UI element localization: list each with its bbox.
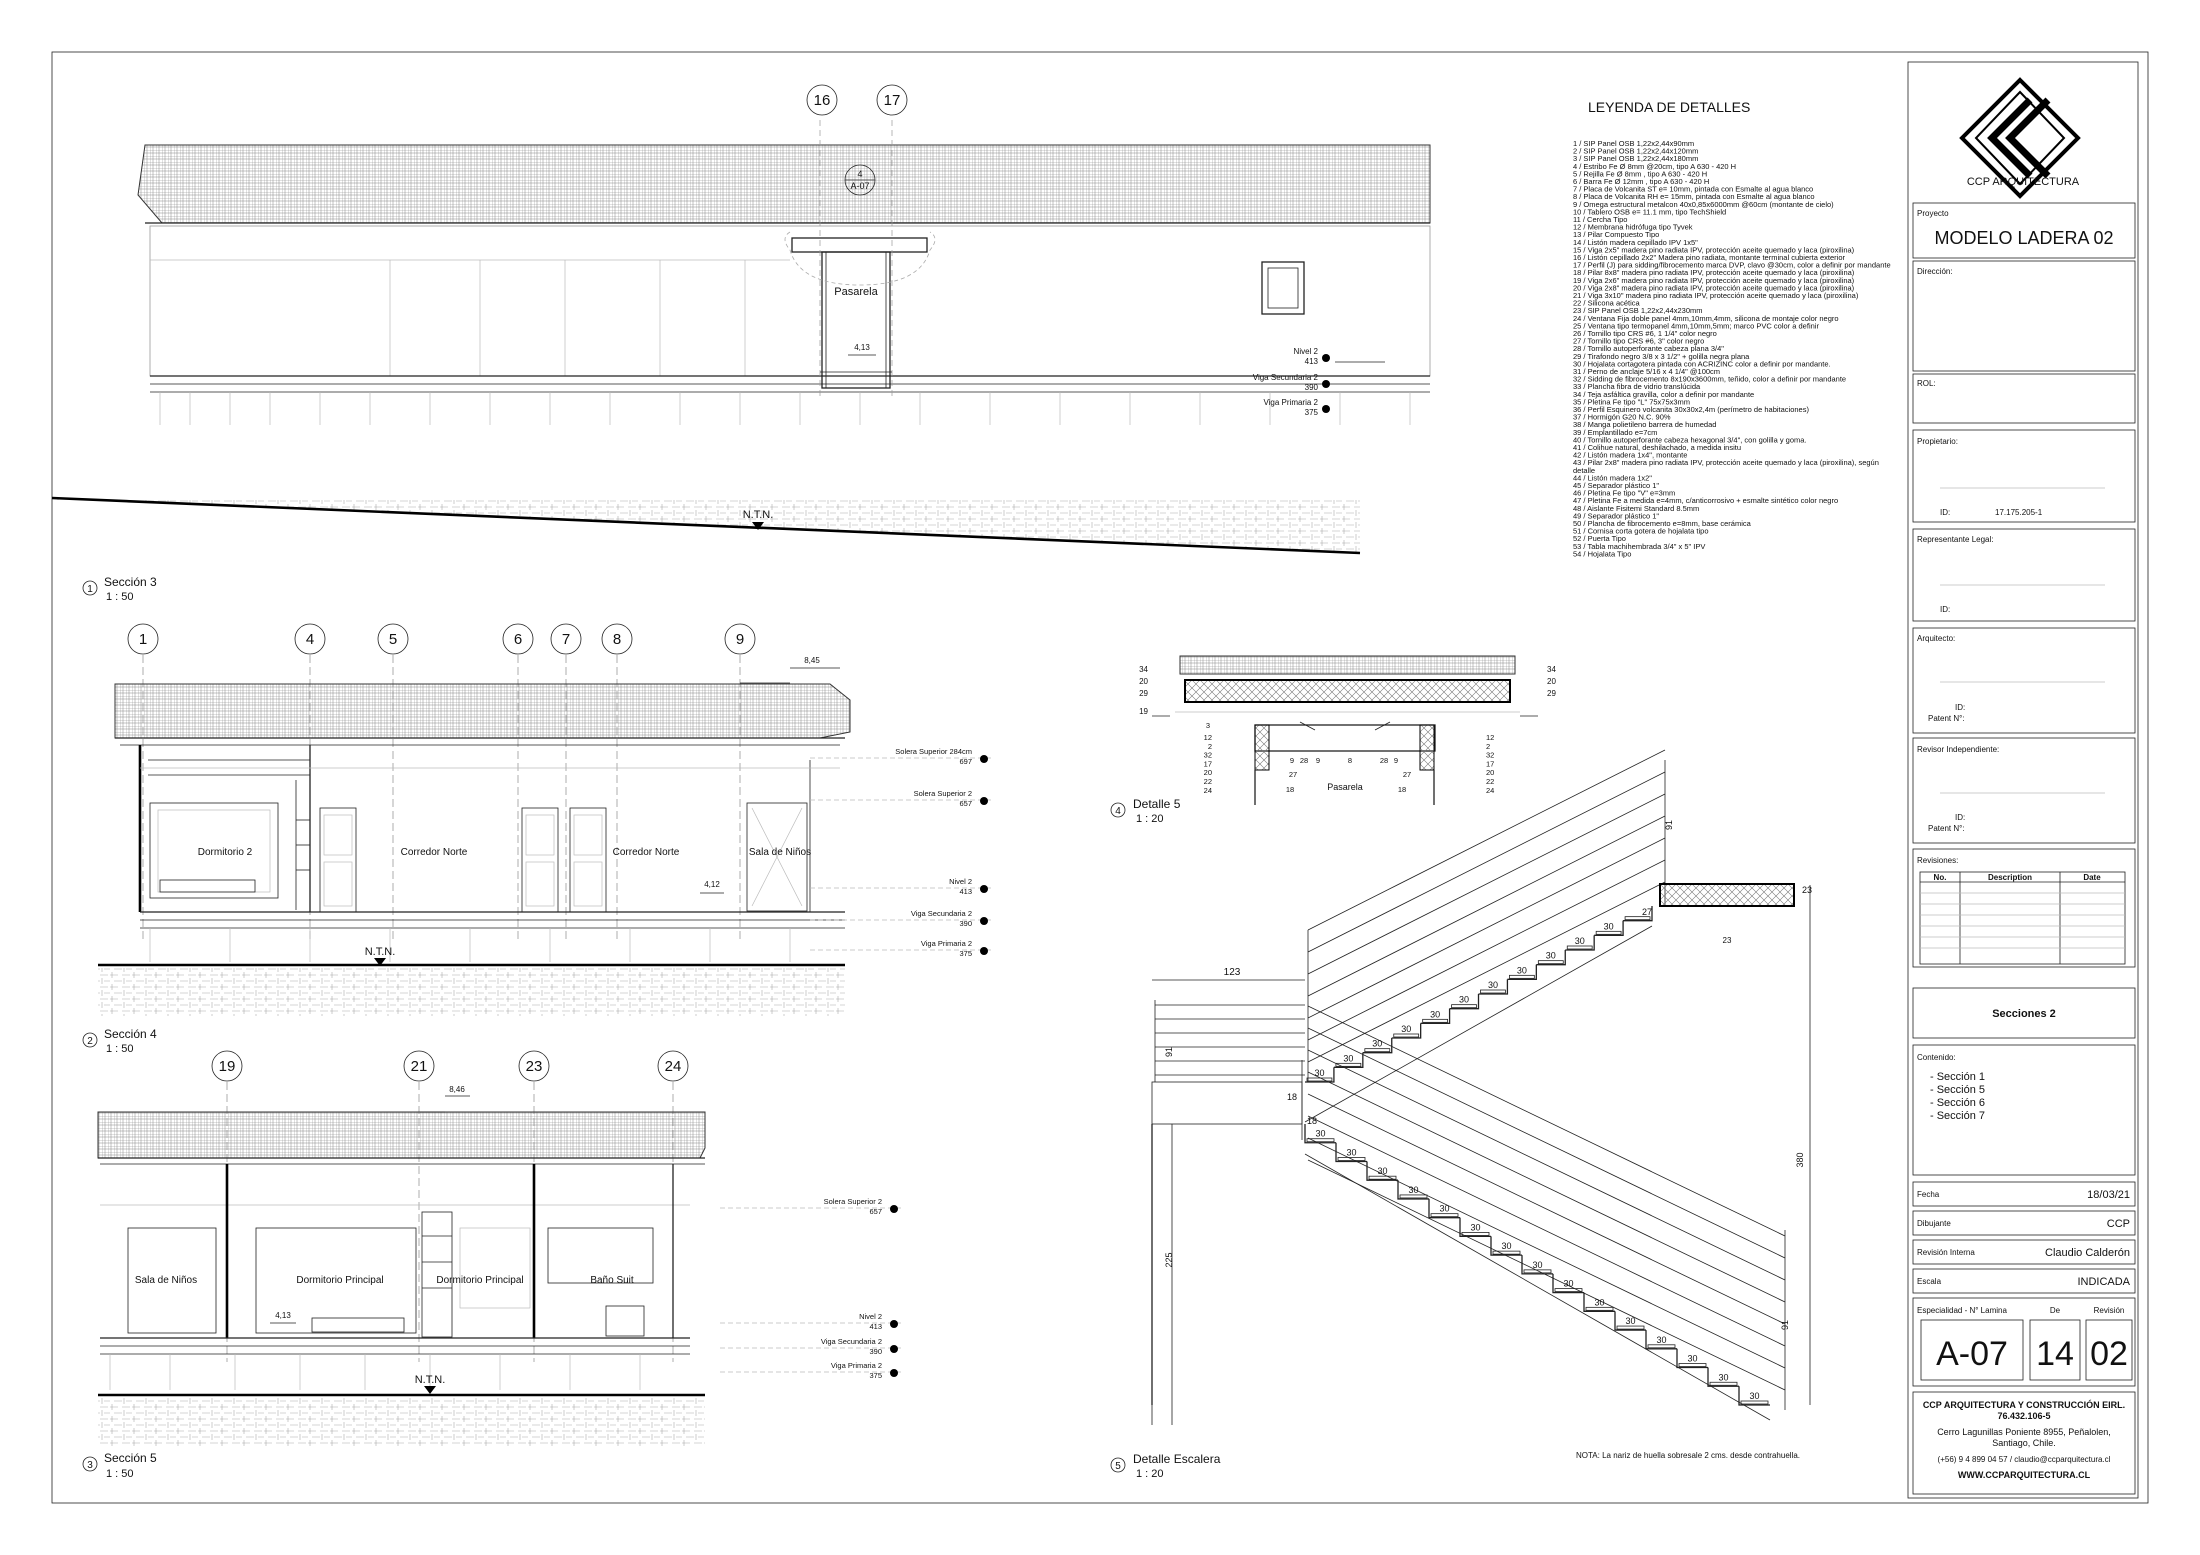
- revision-label: Revisión: [2093, 1306, 2125, 1315]
- level-marker-icon: [980, 917, 988, 925]
- stair-handrails: [1155, 750, 1785, 1410]
- internal-review-label: Revisión Interna: [1917, 1248, 1975, 1257]
- tread-dimension: 30: [1625, 1316, 1636, 1327]
- level-value: 375: [1304, 408, 1318, 417]
- callout-sheet: A-07: [850, 181, 870, 191]
- contents-item: - Sección 7: [1930, 1110, 1986, 1122]
- detail-label: 20: [1203, 768, 1212, 778]
- legend-item: 36 / Perfil Esquinero volcanita 30x30x2,4m (perímetro de habitaciones): [1573, 405, 1809, 414]
- grid-label: 5: [388, 631, 398, 648]
- tread-dimension: 30: [1470, 1222, 1481, 1233]
- tread-dimension: 30: [1315, 1128, 1326, 1139]
- rol-label: ROL:: [1917, 379, 1936, 388]
- tread-dimension: 30: [1377, 1166, 1388, 1177]
- company-web: WWW.CCPARQUITECTURA.CL: [1957, 1470, 2091, 1480]
- tread-dimension: 30: [1545, 950, 1556, 961]
- section-4-levels: [810, 747, 992, 958]
- legend-item: 13 / Pilar Compuesto Tipo: [1573, 230, 1660, 240]
- legend-item: 20 / Viga 2x8" madera pino radiata IPV, protección aceite quemado y laca (piroxilina): [1573, 283, 1855, 293]
- stair-note: NOTA: La nariz de huella sobresale 2 cms. desde contrahuella.: [1576, 1451, 1800, 1460]
- grid-label: 23: [525, 1058, 543, 1075]
- grid-label: 19: [218, 1058, 236, 1075]
- drawer-label: Dibujante: [1917, 1219, 1951, 1228]
- legend-item: 28 / Tornillo autoperforante cabeza plana 3/4": [1573, 344, 1724, 354]
- dimension-text: 91: [1164, 1046, 1174, 1058]
- level-value: 390: [1304, 383, 1318, 392]
- detail-label: 9: [1289, 756, 1295, 765]
- tread-dimension: 30: [1594, 1297, 1605, 1308]
- section-5-levels: [720, 1197, 902, 1380]
- detail-label: 34: [1139, 665, 1148, 674]
- contents-item: - Sección 1: [1930, 1071, 1986, 1083]
- level-marker-icon: [980, 885, 988, 893]
- legend-item: 33 / Plancha fibra de vidrio translúcida: [1573, 382, 1701, 392]
- tread-dimension: 30: [1372, 1038, 1383, 1049]
- level-name: Viga Primaria 2: [1263, 398, 1318, 407]
- legend-item: 16 / Listón cepillado 2x2" Madera pino radiata, montante terminal cubierta exterior: [1573, 253, 1845, 262]
- legend-item: 35 / Pletina Fe tipo "L" 75x75x3mm: [1573, 397, 1691, 407]
- level-value: 413: [869, 1322, 882, 1331]
- section-4-view: [83, 624, 992, 1055]
- view-scale: 1 : 50: [106, 591, 134, 603]
- legend-items: [1573, 139, 1891, 558]
- door: [570, 808, 606, 912]
- view-scale: 1 : 50: [106, 1468, 134, 1480]
- legend-item: 19 / Viga 2x6" madera pino radiata IPV, protección aceite quemado y laca (piroxilina): [1573, 275, 1855, 285]
- legend-item: 52 / Puerta Tipo: [1573, 534, 1626, 544]
- legend-item: 45 / Separador plástico 1": [1573, 481, 1660, 490]
- level-marker-icon: [890, 1345, 898, 1353]
- level-marker-icon: [980, 797, 988, 805]
- tread-dimension: 30: [1574, 936, 1585, 946]
- tread-dimension: 30: [1401, 1024, 1412, 1034]
- grid-label: 17: [883, 92, 901, 109]
- tread-dimension: 30: [1501, 1241, 1512, 1252]
- legend-item: 30 / Hojalata cortagotera pintada con ACRIZINC color a definir por mandante.: [1573, 359, 1831, 369]
- detail-label: 18: [1397, 785, 1407, 794]
- tread-dimension: 30: [1603, 921, 1614, 932]
- dimension-text: 23: [1802, 885, 1813, 895]
- grid-label: 24: [664, 1058, 682, 1075]
- room-label: Pasarela: [834, 286, 878, 298]
- level-value: 413: [1304, 357, 1318, 366]
- door: [320, 808, 356, 912]
- legend-item: 47 / Pletina Fe a medida e=4mm, c/anticorrosivo + esmalte sintético color negro: [1573, 496, 1839, 506]
- legend-item: 29 / Tirafondo negro 3/8 x 3 1/2" + golilla negra plana: [1573, 351, 1750, 361]
- rev-col-header: Date: [2083, 873, 2101, 882]
- sheet-total: 14: [2036, 1335, 2074, 1373]
- level-name: Viga Secundaria 2: [820, 1337, 882, 1346]
- address-label: Dirección:: [1917, 267, 1953, 276]
- legend-item: 12 / Membrana hidrófuga tipo Tyvek: [1573, 222, 1693, 232]
- legend-item: 3 / SIP Panel OSB 1,22x2,44x180mm: [1573, 154, 1699, 164]
- bathtub: [606, 1306, 644, 1336]
- legend-item: 31 / Perno de anclaje 5/16 x 4 1/4" @100cm: [1573, 367, 1721, 376]
- detail-label: 28: [1299, 756, 1309, 765]
- detail-5-view: [1111, 656, 1556, 825]
- detail-label: 19: [1139, 707, 1148, 716]
- room-label: Baño Suit: [590, 1275, 634, 1286]
- date-label: Fecha: [1917, 1190, 1940, 1199]
- detail-label: 32: [1203, 750, 1212, 760]
- legend-item: 46 / Pletina Fe tipo "V" e=3mm: [1573, 488, 1676, 498]
- legend-item: 32 / Sidding de fibrocemento 8x190x3600mm, teñido, color a definir por mandante: [1573, 374, 1847, 384]
- view-title: Sección 4: [104, 1027, 157, 1041]
- detail-label: 28: [1379, 756, 1389, 765]
- tread-dimension: 30: [1459, 994, 1470, 1005]
- grid-label: 1: [138, 631, 148, 648]
- legal-rep-id-label: ID:: [1940, 605, 1951, 614]
- tread-dimension: 30: [1718, 1372, 1729, 1383]
- tread-dimension: 30: [1532, 1259, 1543, 1270]
- bed: [160, 880, 255, 892]
- level-marker-icon: [1322, 380, 1330, 388]
- project-label: Proyecto: [1917, 209, 1949, 218]
- legend-item: 44 / Listón madera 1x2": [1573, 473, 1652, 483]
- level-name: Solera Superior 2: [913, 789, 972, 798]
- legend-item: 25 / Ventana tipo termopanel 4mm,10mm,5mm; marco PVC color a definir: [1573, 321, 1819, 331]
- legend-item: 42 / Listón madera 1x4", montante: [1573, 450, 1688, 460]
- tread-dimension: 30: [1563, 1278, 1574, 1289]
- view-scale: 1 : 50: [106, 1043, 134, 1055]
- room-label: Dormitorio Principal: [296, 1275, 384, 1286]
- detail-label: 20: [1486, 768, 1495, 778]
- architect-label: Arquitecto:: [1917, 634, 1956, 643]
- legend-item: 23 / SIP Panel OSB 1,22x2,44x230mm: [1573, 306, 1703, 316]
- tread-dimension: 30: [1516, 965, 1527, 976]
- tread-dimension: 30: [1687, 1353, 1698, 1364]
- company-rut: 76.432.106-5: [1997, 1411, 2051, 1421]
- detail-label: 9: [1393, 756, 1399, 765]
- dimension-text: 4,13: [275, 1311, 291, 1320]
- tread-dimension: 30: [1430, 1009, 1441, 1020]
- ccp-logo: [1962, 80, 2080, 196]
- level-value: 657: [959, 799, 972, 808]
- section-5-grid-bubbles: [212, 1051, 688, 1081]
- mid-landing: [1152, 1082, 1302, 1124]
- legend-item: 24 / Ventana Fija doble panel 4mm,10mm,4mm, silicona de montaje color negro: [1573, 313, 1839, 323]
- legend-title: LEYENDA DE DETALLES: [1588, 99, 1751, 115]
- tread-dimension: 30: [1656, 1334, 1667, 1345]
- sheet-number: A-07: [1936, 1335, 2008, 1373]
- room-label: Corredor Norte: [400, 847, 468, 858]
- legend-item: 18 / Pilar 8x8" madera pino radiata IPV, protección aceite quemado y laca (piroxilina): [1573, 268, 1855, 278]
- detail-label: 24: [1486, 785, 1495, 795]
- contents-item: - Sección 6: [1930, 1097, 1986, 1109]
- revisions-label: Revisiones:: [1917, 856, 1959, 865]
- level-name: Nivel 2: [1293, 347, 1318, 356]
- level-value: 375: [959, 949, 972, 958]
- level-marker-icon: [890, 1320, 898, 1328]
- dimension-text: 225: [1164, 1252, 1174, 1268]
- dimension-text: 91: [1664, 819, 1674, 831]
- owner-id: 17.175.205-1: [1995, 508, 2043, 517]
- level-name: Viga Secundaria 2: [1252, 373, 1318, 382]
- legend-item: 37 / Hormigón G20 N.C. 90%: [1573, 412, 1671, 422]
- grid-label: 4: [305, 631, 315, 648]
- legend-item: 41 / Colihue natural, deshilachado, a medida insitu: [1573, 443, 1742, 452]
- details-legend: [1573, 99, 1891, 558]
- detail-label: 27: [1288, 770, 1298, 779]
- legend-item: 49 / Separador plástico 1": [1573, 511, 1660, 521]
- detail-label: 27: [1402, 770, 1412, 779]
- detail-label: 20: [1139, 677, 1148, 686]
- section-5-view: [83, 1051, 902, 1480]
- callout-number: 4: [857, 169, 863, 179]
- detail-label: 17: [1203, 759, 1212, 769]
- level-name: Viga Primaria 2: [920, 939, 972, 948]
- detail-label: 12: [1486, 733, 1495, 742]
- detail-label: 3: [1205, 721, 1211, 730]
- grid-label: 16: [813, 92, 831, 109]
- dimension-text: 8,46: [449, 1085, 465, 1094]
- legend-item: 53 / Tabla machihembrada 3/4" x 5" IPV: [1573, 541, 1706, 551]
- legend-item: 22 / Silicona acética: [1573, 298, 1640, 308]
- room-label: Dormitorio Principal: [436, 1275, 524, 1286]
- tread-dimension: 30: [1346, 1147, 1357, 1158]
- legend-item: 9 / Omega estructural metalcon 40x0,85x6000mm @60cm (montante de cielo): [1573, 199, 1834, 209]
- view-number: 2: [87, 1036, 93, 1047]
- dimension-text: 8,45: [804, 656, 820, 665]
- detail-label: 17: [1486, 759, 1495, 769]
- room-label: Sala de Niños: [748, 847, 812, 858]
- room-label: Dormitorio 2: [197, 847, 253, 858]
- legend-item: 54 / Hojalata Tipo: [1573, 549, 1632, 559]
- scale-label: Escala: [1917, 1277, 1942, 1286]
- view-number: 5: [1115, 1461, 1121, 1472]
- room-label: Corredor Norte: [612, 847, 680, 858]
- legend-item: 2 / SIP Panel OSB 1,22x2,44x120mm: [1573, 146, 1699, 156]
- level-value: 413: [959, 887, 972, 896]
- date-value: 18/03/21: [2087, 1189, 2130, 1201]
- view-title: Sección 3: [104, 575, 157, 589]
- level-marker-icon: [1322, 405, 1330, 413]
- architect-patent-label: Patent N°:: [1928, 714, 1965, 723]
- specialty-label: Especialidad - N° Lamina: [1917, 1306, 2007, 1315]
- legend-item: 8 / Placa de Volcanita RH e= 15mm, pintada con Esmalte al agua blanco: [1573, 192, 1815, 202]
- detail-label: 32: [1486, 750, 1495, 760]
- grid-label: 8: [612, 631, 622, 648]
- room-label: Sala de Niños: [134, 1275, 198, 1286]
- grid-label: 21: [410, 1058, 428, 1075]
- view-title: Detalle 5: [1133, 797, 1181, 811]
- view-number: 3: [87, 1460, 93, 1471]
- legend-item: 10 / Tablero OSB e= 11.1 mm, tipo TechShield: [1573, 207, 1727, 217]
- level-name: Viga Primaria 2: [830, 1361, 882, 1370]
- stair-detail-view: [1111, 750, 1812, 1480]
- level-marker-icon: [890, 1369, 898, 1377]
- detail-label: 12: [1203, 733, 1212, 742]
- level-value: 390: [869, 1347, 882, 1356]
- legend-item: 5 / Rejilla Fe Ø 8mm , tipo A 630 - 420 H: [1573, 169, 1708, 179]
- reviewer-label: Revisor Independiente:: [1917, 745, 2000, 754]
- legend-item: 6 / Barra Fe Ø 12mm , tipo A 630 - 420 H: [1573, 177, 1710, 186]
- level-value: 375: [869, 1371, 882, 1380]
- riser-dimension: 18: [1306, 1116, 1318, 1126]
- detail-label: 18: [1285, 785, 1295, 794]
- dimension-text: 23: [1722, 936, 1732, 945]
- level-value: 697: [959, 757, 972, 766]
- internal-review-value: Claudio Calderón: [2045, 1247, 2130, 1259]
- legend-item: 21 / Viga 3x10" madera pino radiata IPV, protección aceite quemado y laca (piroxilina): [1573, 291, 1859, 300]
- tread-dimension: 30: [1749, 1391, 1760, 1401]
- view-number: 1: [87, 584, 93, 595]
- legend-item: 48 / Aislante Fisitemi Standard 8.5mm: [1573, 503, 1700, 513]
- detail-label: 24: [1203, 785, 1212, 795]
- level-name: Nivel 2: [859, 1312, 882, 1321]
- scale-value: INDICADA: [2077, 1276, 2130, 1288]
- legend-item: 11 / Cercha Tipo: [1573, 215, 1628, 224]
- tread-dimension: 30: [1343, 1053, 1354, 1064]
- dimension-text: 380: [1795, 1152, 1805, 1168]
- dimension-text: 27: [1642, 907, 1653, 917]
- company-address: Cerro Lagunillas Poniente 8955, Peñalolen,: [1937, 1427, 2111, 1437]
- contents-item: - Sección 5: [1930, 1084, 1986, 1096]
- dimension-text: 123: [1223, 967, 1241, 978]
- legend-item: 27 / Tornillo tipo CRS #6, 3" color negro: [1573, 336, 1705, 346]
- dimension-text: 91: [1780, 1319, 1790, 1331]
- legal-rep-label: Representante Legal:: [1917, 535, 1994, 544]
- pasarela-canopy: [792, 238, 927, 252]
- section-4-grid-bubbles: [128, 624, 755, 654]
- legend-item: 15 / Viga 2x5" madera pino radiata IPV, protección aceite quemado y laca (piroxilina): [1573, 245, 1855, 255]
- section-3-view: [52, 85, 1430, 603]
- legend-item: 50 / Plancha de fibrocemento e=8mm, base cerámica: [1573, 519, 1751, 528]
- detail-label: 34: [1547, 665, 1556, 674]
- view-number: 4: [1115, 806, 1121, 817]
- bed: [312, 1318, 404, 1332]
- rev-col-header: Description: [1987, 873, 2033, 882]
- legend-item: 14 / Listón madera cepillado IPV 1x5": [1573, 237, 1698, 247]
- dimension-text: 4,12: [704, 880, 720, 889]
- level-name: Solera Superior 284cm: [895, 747, 972, 756]
- legend-item: 26 / Tornillo tipo CRS #6, 1 1/4" color negro: [1573, 329, 1717, 338]
- of-label: De: [2049, 1306, 2061, 1315]
- legend-item: 1 / SIP Panel OSB 1,22x2,44x90mm: [1573, 139, 1695, 148]
- reviewer-patent-label: Patent N°:: [1928, 824, 1965, 833]
- level-marker-icon: [980, 755, 988, 763]
- company-contact: (+56) 9 4 899 04 57 / claudio@ccparquitectura.cl: [1937, 1455, 2111, 1464]
- logo-text: CCP ARQUITECTURA: [1966, 176, 2080, 188]
- view-title: Sección 5: [104, 1451, 157, 1465]
- dimension-text: 4,13: [854, 343, 870, 352]
- legend-item: 43 / Pilar 2x8" madera pino radiata IPV, protección aceite quemado y laca (piroxilina), según: [1573, 458, 1879, 468]
- level-marker-icon: [890, 1205, 898, 1213]
- owner-id-label: ID:: [1940, 508, 1951, 517]
- architect-id-label: ID:: [1955, 703, 1966, 712]
- level-name: Nivel 2: [949, 877, 972, 886]
- level-name: Viga Secundaria 2: [910, 909, 972, 918]
- drawer-value: CCP: [2106, 1218, 2130, 1230]
- detail-label: 9: [1315, 756, 1321, 765]
- contents-label: Contenido:: [1917, 1053, 1956, 1062]
- revisions-table: [1920, 872, 2125, 964]
- detail-label: 22: [1203, 777, 1212, 786]
- project-name: MODELO LADERA 02: [1934, 228, 2114, 248]
- legend-item: 39 / Emplantillado e=7cm: [1573, 427, 1658, 437]
- legend-item: 51 / Cornisa corta gotera de hojalata tipo: [1573, 526, 1709, 536]
- company-address: Santiago, Chile.: [1992, 1438, 2056, 1448]
- detail-label: 2: [1486, 741, 1491, 751]
- legend-item: 38 / Manga polietileno barrera de humedad: [1573, 420, 1717, 430]
- sip-panel: [1185, 680, 1510, 702]
- level-value: 657: [869, 1207, 882, 1216]
- riser-dimension: 18: [1286, 1092, 1298, 1102]
- tread-dimension: 30: [1408, 1184, 1419, 1195]
- legend-item: 4 / Estribo Fe Ø 8mm @20cm, tipo A 630 - 420 H: [1573, 161, 1737, 171]
- ntn-marker-icon: [424, 1386, 436, 1394]
- view-scale: 1 : 20: [1136, 813, 1164, 825]
- detail-label: 20: [1547, 677, 1556, 686]
- detail-label: 8: [1347, 756, 1353, 765]
- detail-label: 2: [1207, 741, 1212, 751]
- legend-item: 34 / Teja asfáltica gravilla, color a definir por mandante: [1573, 389, 1755, 399]
- tread-dimension: 30: [1439, 1203, 1450, 1214]
- level-name: Solera Superior 2: [823, 1197, 882, 1206]
- company-name: CCP ARQUITECTURA Y CONSTRUCCIÓN EIRL.: [1922, 1400, 2126, 1410]
- legend-item: 7 / Placa de Volcanita ST e= 10mm, pintada con Esmalte al agua blanco: [1573, 184, 1814, 194]
- detail-label: 29: [1547, 689, 1556, 698]
- legend-item: 40 / Tornillo autoperforante cabeza hexagonal 3/4", con golilla y goma.: [1573, 435, 1807, 445]
- level-marker-icon: [980, 947, 988, 955]
- legend-item: 17 / Perfil (J) para sidding/fibrocemento marca DVP, clavo @30cm, color a definir por mandante: [1573, 260, 1891, 270]
- ntn-label: N.T.N.: [414, 1374, 446, 1386]
- grid-label: 6: [513, 631, 523, 648]
- revision-number: 02: [2090, 1335, 2128, 1373]
- owner-label: Propietario:: [1917, 437, 1958, 446]
- legend-item: detalle: [1573, 465, 1596, 475]
- detail-label: 22: [1486, 777, 1495, 786]
- sheet-title: Secciones 2: [1992, 1008, 2056, 1020]
- ntn-label: N.T.N.: [364, 946, 396, 958]
- title-block: [1908, 62, 2138, 1498]
- grid-label: 7: [561, 631, 571, 648]
- view-title: Detalle Escalera: [1133, 1452, 1221, 1466]
- level-marker-icon: [1322, 354, 1330, 362]
- detail-label: 29: [1139, 689, 1148, 698]
- rev-col-header: No.: [1933, 873, 1947, 882]
- level-value: 390: [959, 919, 972, 928]
- grid-label: 9: [735, 631, 745, 648]
- tread-dimension: 30: [1487, 980, 1498, 990]
- reviewer-id-label: ID:: [1955, 813, 1966, 822]
- room-label: Pasarela: [1327, 782, 1363, 792]
- upper-landing-slab: [1660, 884, 1794, 906]
- ntn-label: N.T.N.: [742, 509, 774, 521]
- tread-dimension: 30: [1314, 1068, 1325, 1078]
- door: [522, 808, 558, 912]
- view-scale: 1 : 20: [1136, 1468, 1164, 1480]
